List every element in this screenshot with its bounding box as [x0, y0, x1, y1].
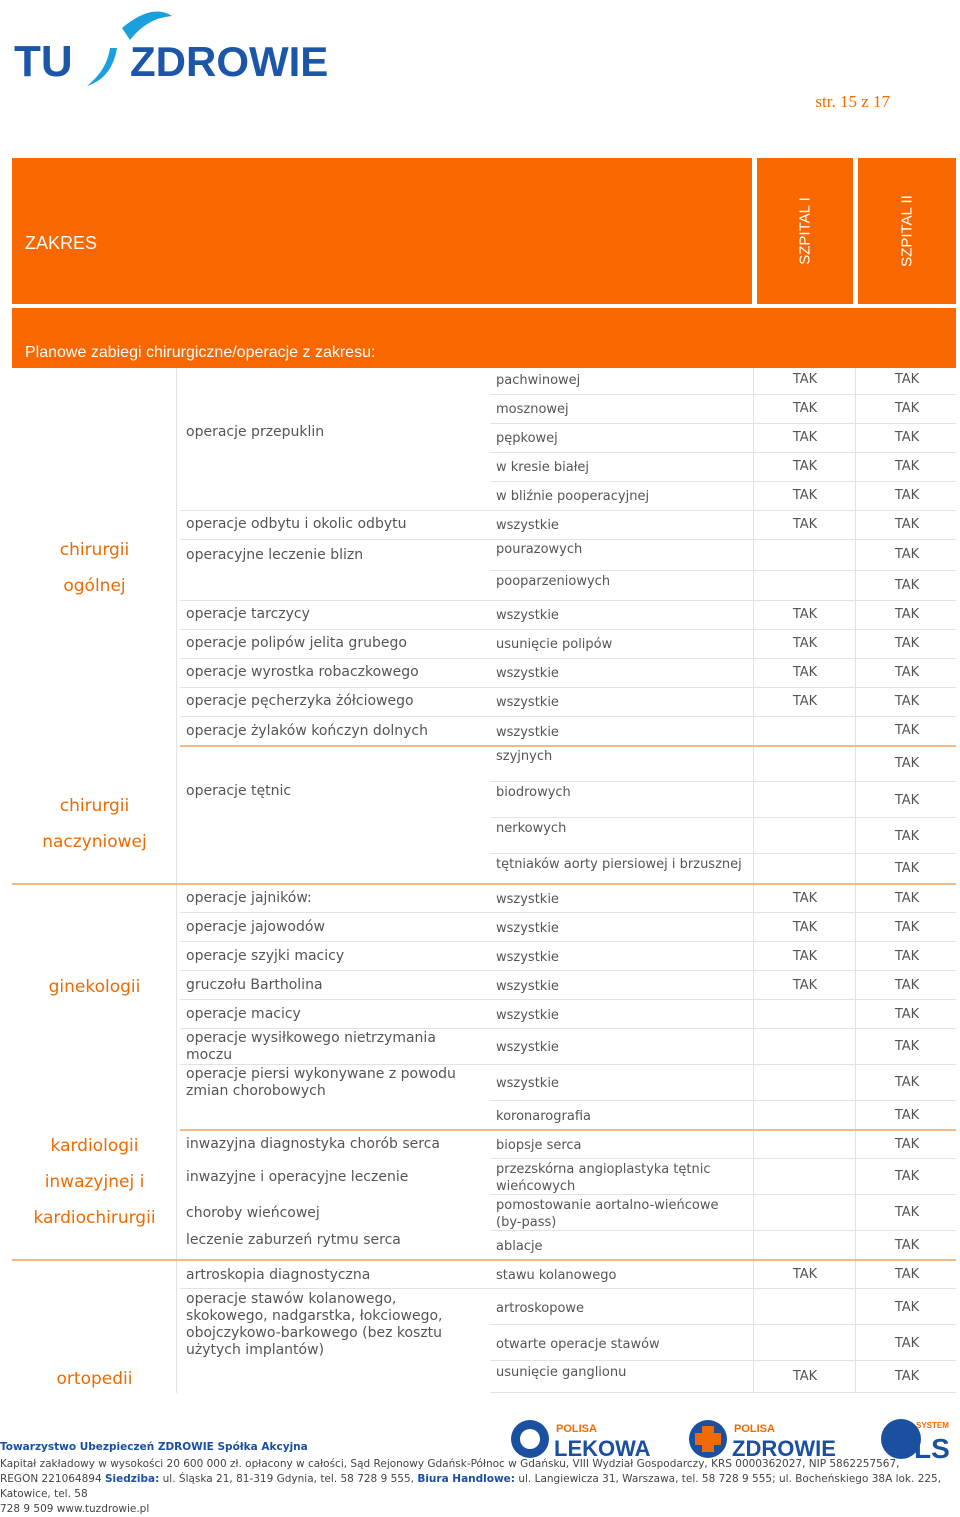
operation-name: gruczołu Bartholina — [186, 977, 323, 993]
operation-name: choroby wieńcowej — [186, 1205, 320, 1221]
szpital2-tak: TAK — [894, 756, 920, 771]
row-divider — [180, 629, 956, 630]
operation-detail: koronarografia — [496, 1109, 591, 1124]
operation-detail: otwarte operacje stawów — [496, 1337, 660, 1352]
row-divider — [180, 539, 956, 540]
category-line: naczyniowej — [42, 832, 147, 852]
category-line: ortopedii — [56, 1369, 133, 1389]
szpital1-tak: TAK — [792, 920, 818, 935]
operation-name: operacje stawów kolanowego, skokowego, nadgarstka, łokciowego, obojczykowo-barkowego (bez kosztu użytych implantów) — [186, 1291, 443, 1358]
szpital1-tak: TAK — [792, 459, 818, 474]
szpital2-tak: TAK — [894, 636, 920, 651]
footer-address: ul. Langiewicza 31, Warszawa, tel. 58 728 9 555; ul. Bocheńskiego 38A lok. 225, Katowice, tel. 58 — [0, 1473, 942, 1500]
logo-text: POLISA — [556, 1423, 597, 1435]
szpital1-tak: TAK — [792, 949, 818, 964]
row-divider — [490, 817, 956, 818]
operation-name: operacje macicy — [186, 1006, 301, 1022]
row-divider — [180, 1028, 956, 1029]
category-line: chirurgii — [59, 796, 130, 816]
szpital2-tak: TAK — [894, 1108, 920, 1123]
szpital2-tak: TAK — [894, 1007, 920, 1022]
logo-text: LS — [914, 1433, 950, 1464]
section-divider — [180, 1129, 956, 1131]
szpital1-tak: TAK — [792, 891, 818, 906]
category-line: ogólnej — [63, 576, 126, 596]
operation-detail: wszystkie — [496, 1040, 559, 1055]
operation-detail: usunięcie polipów — [496, 637, 613, 652]
row-divider — [490, 853, 956, 854]
logo-text-zdrowie: ZDROWIE — [130, 38, 329, 85]
category-line: ginekologii — [48, 977, 141, 997]
grid-line — [176, 368, 177, 1393]
operation-detail: usunięcie ganglionu — [496, 1365, 627, 1380]
operation-detail: przezskórna angioplastyka tętnic wieńcowych — [496, 1162, 711, 1194]
header-szpital-2-label: SZPITAL II — [898, 195, 916, 267]
operation-name: operacje wyrostka robaczkowego — [186, 664, 419, 680]
operation-detail: wszystkie — [496, 518, 559, 533]
szpital1-tak: TAK — [792, 430, 818, 445]
header-szpital-1-label: SZPITAL I — [796, 197, 814, 265]
grid-line — [753, 368, 754, 1393]
szpital1-tak: TAK — [792, 665, 818, 680]
row-divider — [490, 1392, 956, 1393]
szpital2-tak: TAK — [894, 1075, 920, 1090]
category-ginekologii — [12, 969, 177, 1005]
row-divider — [180, 912, 956, 913]
operation-detail: ablacje — [496, 1239, 543, 1254]
row-divider — [180, 658, 956, 659]
header-zakres — [12, 158, 752, 304]
operation-detail: wszystkie — [496, 666, 559, 681]
footer-address: ul. Śląska 21, 81-319 Gdynia, tel. 58 728 9 555, — [162, 1473, 414, 1485]
szpital2-tak: TAK — [894, 517, 920, 532]
szpital1-tak: TAK — [792, 694, 818, 709]
row-divider — [180, 600, 956, 601]
row-divider — [490, 1158, 956, 1159]
operation-name: operacje odbytu i okolic odbytu — [186, 516, 407, 532]
footer-company: Towarzystwo Ubezpieczeń ZDROWIE Spółka Akcyjna — [0, 1441, 308, 1453]
company-logo — [12, 8, 352, 88]
szpital2-tak: TAK — [894, 1205, 920, 1220]
grid-line — [855, 368, 856, 1393]
operation-name: leczenie zaburzeń rytmu serca — [186, 1232, 401, 1248]
operation-name: operacje wysiłkowego nietrzymania moczu — [186, 1030, 436, 1063]
operation-name: operacyjne leczenie blizn — [186, 547, 364, 563]
section-divider — [12, 883, 956, 885]
szpital2-tak: TAK — [894, 372, 920, 387]
szpital2-tak: TAK — [894, 978, 920, 993]
operation-detail: pomostowanie aortalno-wieńcowe (by-pass) — [496, 1198, 719, 1230]
row-divider — [490, 423, 956, 424]
category-kardiologii — [12, 1128, 177, 1236]
operation-detail: biodrowych — [496, 785, 571, 800]
szpital1-tak: TAK — [792, 636, 818, 651]
header-zakres-label: ZAKRES — [25, 233, 98, 253]
szpital2-tak: TAK — [894, 1169, 920, 1184]
footer-label: Biura Handlowe: — [417, 1473, 516, 1485]
operation-detail: wszystkie — [496, 608, 559, 623]
row-divider — [490, 394, 956, 395]
operation-detail: stawu kolanowego — [496, 1268, 617, 1283]
operation-detail: artroskopowe — [496, 1301, 585, 1316]
row-divider — [180, 1064, 956, 1065]
footer — [0, 1440, 960, 1517]
szpital2-tak: TAK — [894, 694, 920, 709]
footer-line: Kapitał zakładowy w wysokości 20 600 000 zł. opłacony w całości, Sąd Rejonowy Gdańsk-Północ w Gdańsku, VIII Wydział Gospodarczy, KRS 0000362027, NIP 5862257567, — [0, 1458, 900, 1470]
szpital2-tak: TAK — [894, 1039, 920, 1054]
szpital1-tak: TAK — [792, 1369, 818, 1384]
szpital2-tak: TAK — [894, 430, 920, 445]
row-divider — [490, 570, 956, 571]
row-divider — [490, 1360, 956, 1361]
operation-detail: wszystkie — [496, 725, 559, 740]
operation-name: operacje tętnic — [186, 783, 292, 799]
row-divider — [490, 1100, 956, 1101]
szpital2-tak: TAK — [894, 1336, 920, 1351]
logo-text: ZDROWIE — [732, 1436, 836, 1461]
footer-regon: REGON 221064894 — [0, 1473, 102, 1485]
szpital2-tak: TAK — [894, 1267, 920, 1282]
szpital1-tak: TAK — [792, 488, 818, 503]
szpital1-tak: TAK — [792, 401, 818, 416]
szpital2-tak: TAK — [894, 665, 920, 680]
operation-detail: tętniaków aorty piersiowej i brzusznej — [496, 857, 742, 872]
operation-detail: wszystkie — [496, 1076, 559, 1091]
operation-name: inwazyjne i operacyjne leczenie — [186, 1169, 409, 1185]
szpital2-tak: TAK — [894, 607, 920, 622]
szpital1-tak: TAK — [792, 1267, 818, 1282]
operation-detail: pachwinowej — [496, 373, 581, 388]
szpital1-tak: TAK — [792, 517, 818, 532]
section-divider — [180, 745, 956, 747]
operation-detail: w kresie białej — [496, 460, 589, 475]
szpital2-tak: TAK — [894, 578, 920, 593]
row-divider — [180, 687, 956, 688]
row-divider — [180, 510, 956, 511]
szpital2-tak: TAK — [894, 949, 920, 964]
szpital2-tak: TAK — [894, 547, 920, 562]
operation-name: operacje piersi wykonywane z powodu zmian chorobowych — [186, 1066, 456, 1099]
szpital1-tak: TAK — [792, 607, 818, 622]
row-divider — [490, 452, 956, 453]
operation-name: operacje pęcherzyka żółciowego — [186, 693, 414, 709]
header-szpital-1 — [757, 158, 853, 304]
szpital2-tak: TAK — [894, 723, 920, 738]
footer-line: 728 9 509 www.tuzdrowie.pl — [0, 1503, 150, 1515]
operation-detail: w bliźnie pooperacyjnej — [496, 489, 650, 504]
operation-detail: wszystkie — [496, 892, 559, 907]
operation-detail: wszystkie — [496, 979, 559, 994]
operation-name: operacje jajowodów — [186, 919, 325, 935]
szpital2-tak: TAK — [894, 829, 920, 844]
category-chirurgii-naczyniowej — [12, 788, 177, 860]
operation-detail: nerkowych — [496, 821, 567, 836]
operation-detail: mosznowej — [496, 402, 569, 417]
logo-text: LEKOWA — [554, 1436, 651, 1461]
operation-detail: szyjnych — [496, 749, 553, 764]
row-divider — [490, 781, 956, 782]
operation-name: operacje jajników: — [186, 890, 312, 906]
category-ortopedii — [12, 1361, 177, 1397]
szpital2-tak: TAK — [894, 861, 920, 876]
section-title: Planowe zabiegi chirurgiczne/operacje z zakresu: — [25, 344, 376, 361]
operation-name: operacje tarczycy — [186, 606, 310, 622]
page-number: str. 15 z 17 — [815, 92, 890, 111]
szpital2-tak: TAK — [894, 401, 920, 416]
logo-text: SYSTEM — [916, 1421, 949, 1430]
header-szpital-2 — [858, 158, 956, 304]
operation-detail: biopsje serca — [496, 1138, 582, 1153]
szpital1-tak: TAK — [792, 978, 818, 993]
operation-name: operacje żylaków kończyn dolnych — [186, 723, 428, 739]
category-line: chirurgii — [59, 540, 130, 560]
logo-text-tu: TU — [14, 37, 73, 86]
szpital2-tak: TAK — [894, 920, 920, 935]
logo-text: POLISA — [734, 1423, 775, 1435]
operation-name: inwazyjna diagnostyka chorób serca — [186, 1136, 440, 1152]
operation-detail: wszystkie — [496, 695, 559, 710]
szpital2-tak: TAK — [894, 793, 920, 808]
category-line: kardiologii — [50, 1136, 139, 1156]
operation-detail: wszystkie — [496, 950, 559, 965]
row-divider — [180, 970, 956, 971]
row-divider — [490, 481, 956, 482]
footer-label: Siedziba: — [105, 1473, 160, 1485]
row-divider — [180, 941, 956, 942]
row-divider — [180, 1288, 956, 1289]
operation-name: operacje przepuklin — [186, 424, 325, 440]
category-line: kardiochirurgii — [33, 1208, 156, 1228]
category-line: inwazyjnej i — [44, 1172, 145, 1192]
category-chirurgii-ogolnej — [12, 532, 177, 604]
szpital1-tak: TAK — [792, 372, 818, 387]
operation-name: operacje polipów jelita grubego — [186, 635, 407, 651]
row-divider — [180, 716, 956, 717]
operation-name: operacje szyjki macicy — [186, 948, 345, 964]
operation-detail: pooparzeniowych — [496, 574, 611, 589]
szpital2-tak: TAK — [894, 1238, 920, 1253]
szpital2-tak: TAK — [894, 459, 920, 474]
row-divider — [490, 1324, 956, 1325]
szpital2-tak: TAK — [894, 1300, 920, 1315]
operation-detail: pępkowej — [496, 431, 558, 446]
operation-detail: wszystkie — [496, 921, 559, 936]
operation-detail: pourazowych — [496, 542, 583, 557]
section-divider — [12, 1259, 956, 1261]
szpital2-tak: TAK — [894, 1137, 920, 1152]
szpital2-tak: TAK — [894, 891, 920, 906]
operation-detail: wszystkie — [496, 1008, 559, 1023]
footer-line — [0, 1472, 960, 1502]
row-divider — [180, 999, 956, 1000]
szpital2-tak: TAK — [894, 1369, 920, 1384]
operation-name: artroskopia diagnostyczna — [186, 1267, 371, 1283]
szpital2-tak: TAK — [894, 488, 920, 503]
section-header — [12, 308, 956, 368]
